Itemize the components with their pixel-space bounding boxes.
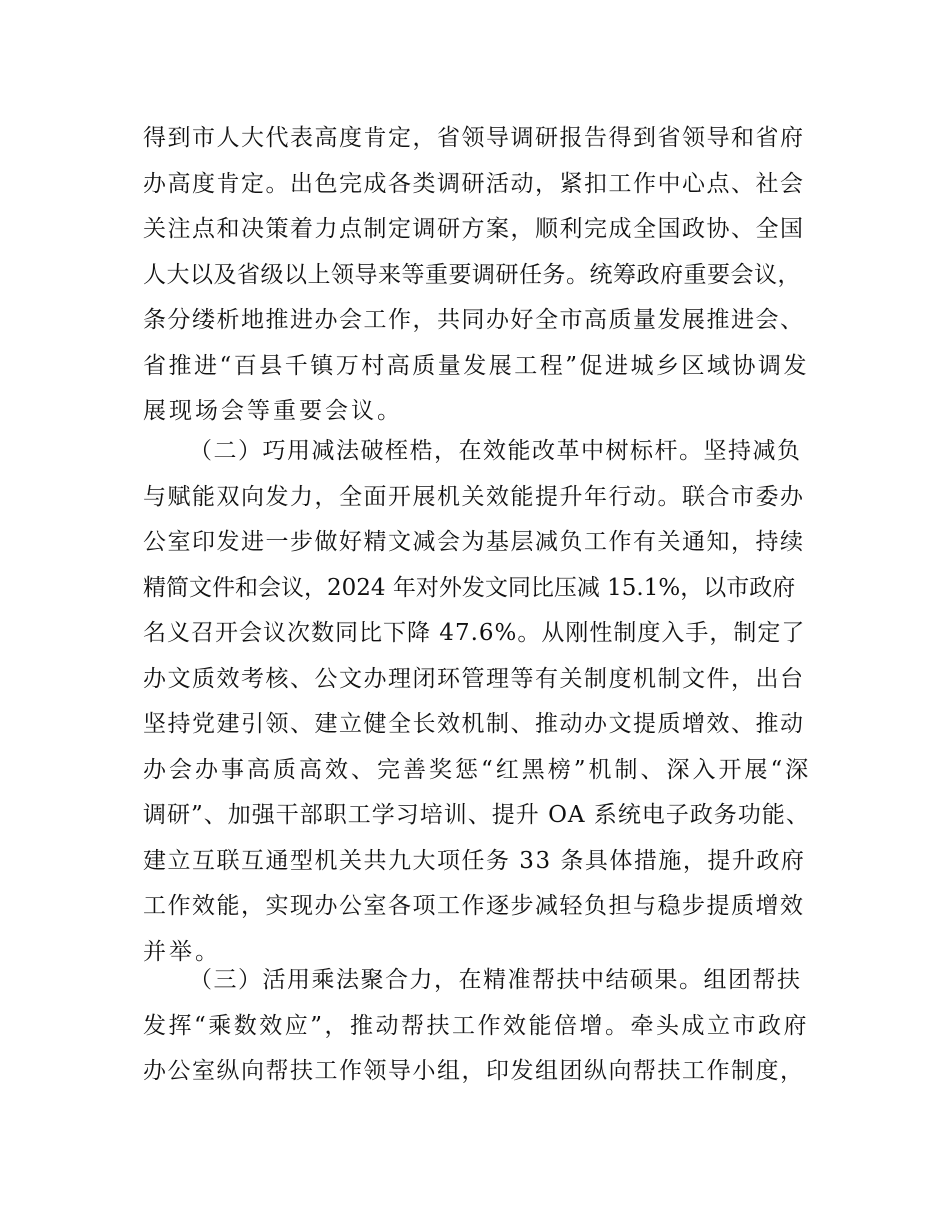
text-line: 办公室纵向帮扶工作领导小组，印发组团纵向帮扶工作制度，	[143, 1058, 805, 1084]
text-line: 得到市人大代表高度肯定，省领导调研报告得到省领导和省府	[143, 125, 805, 151]
text-line: （二）巧用减法破桎梏，在效能改革中树标杆。坚持减负	[189, 438, 802, 464]
text-line: 关注点和决策着力点制定调研方案，顺利完成全国政协、全国	[143, 216, 805, 242]
text-line: 调研”、加强干部职工学习培训、提升 OA 系统电子政务功能、	[143, 802, 810, 828]
text-line: 办文质效考核、公文办理闭环管理等有关制度机制文件，出台	[143, 665, 805, 692]
paragraph-section-2	[143, 429, 811, 975]
paragraph-continuation	[143, 116, 811, 435]
text-line: 条分缕析地推进办会工作，共同办好全市高质量发展推进会、	[143, 307, 805, 333]
text-line: 省推进“百县千镇万村高质量发展工程”促进城乡区域协调发	[143, 352, 810, 379]
text-line: 坚持党建引领、建立健全长效机制、推动办文提质增效、推动	[143, 711, 805, 737]
text-line: 人大以及省级以上领导来等重要调研任务。统筹政府重要会议，	[143, 261, 801, 288]
text-line: 展现场会等重要会议。	[143, 398, 403, 424]
text-line: 与赋能双向发力，全面开展机关效能提升年行动。联合市委办	[143, 483, 805, 510]
text-line: 精简文件和会议，2024 年对外发文同比压减 15.1%，以市政府	[143, 574, 796, 601]
text-line: 名义召开会议次数同比下降 47.6%。从刚性制度入手，制定了	[143, 620, 806, 646]
text-line: 并举。	[143, 938, 221, 965]
text-line: 工作效能，实现办公室各项工作逐步减轻负担与稳步提质增效	[143, 893, 805, 919]
text-line: 发挥“乘数效应”，推动帮扶工作效能倍增。牵头成立市政府	[143, 1012, 810, 1039]
text-line: （三）活用乘法聚合力，在精准帮扶中结硕果。组团帮扶	[189, 967, 802, 993]
text-line: 公室印发进一步做好精文减会为基层减负工作有关通知，持续	[143, 529, 805, 555]
text-line: 办会办事高质高效、完善奖惩“红黑榜”机制、深入开展“深	[143, 756, 812, 783]
text-line: 办高度肯定。出色完成各类调研活动，紧扣工作中心点、社会	[143, 170, 805, 197]
paragraph-section-3	[143, 958, 811, 1095]
text-line: 建立互联互通型机关共九大项任务 33 条具体措施，提升政府	[143, 847, 806, 874]
